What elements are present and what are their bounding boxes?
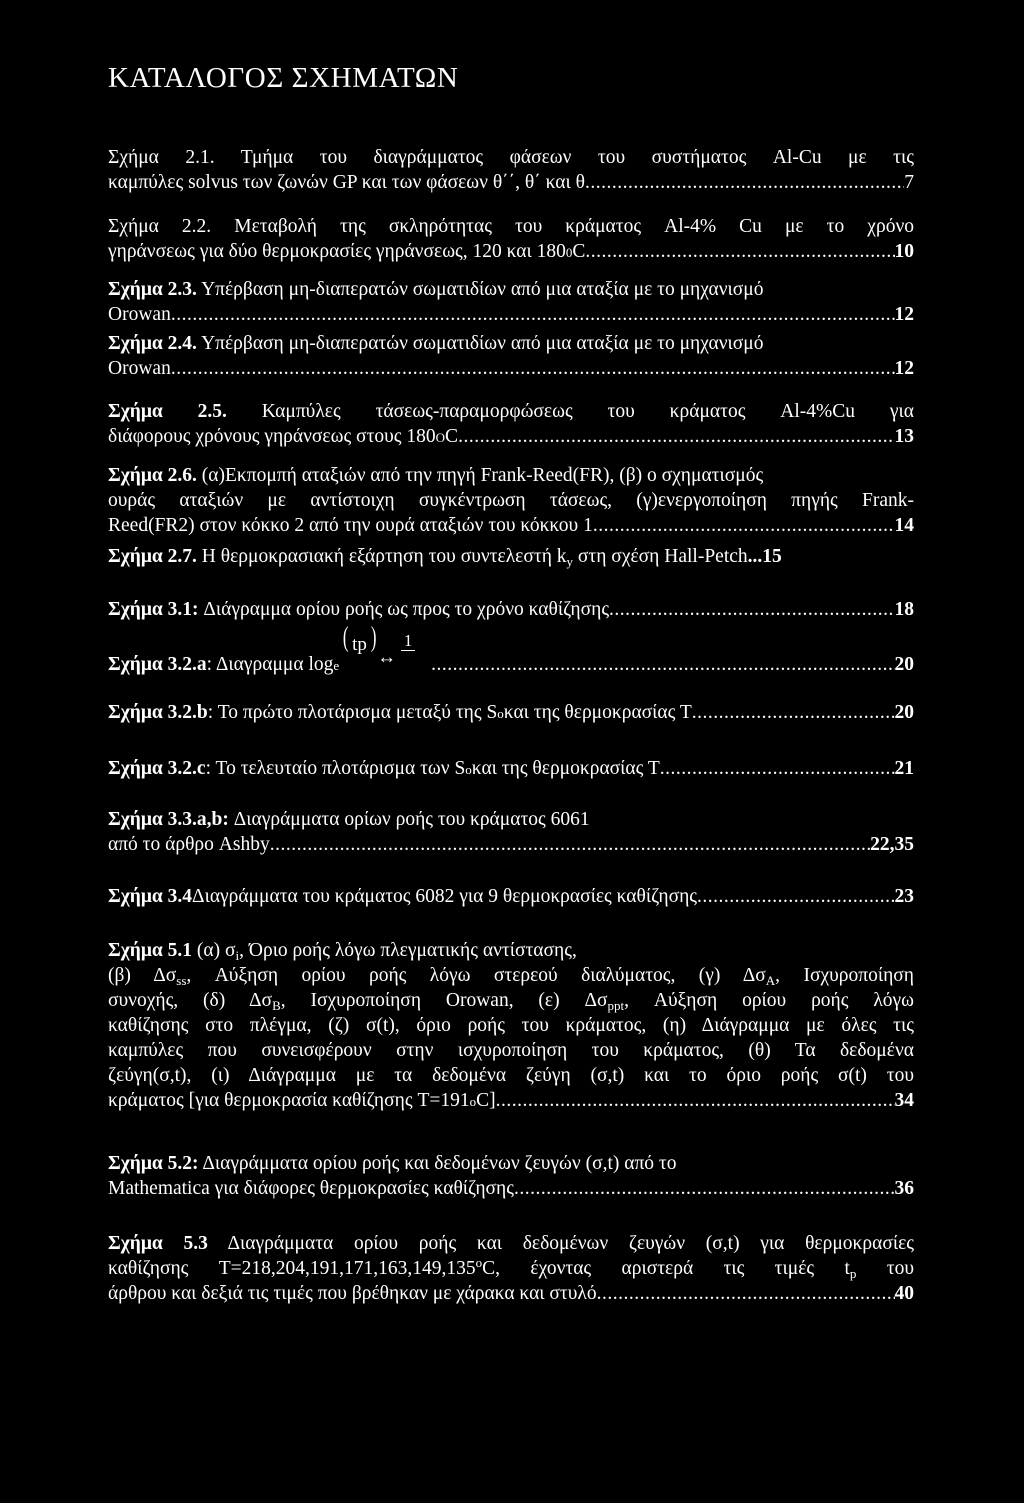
page-number: 13	[894, 426, 914, 447]
entry-text: , Ισχυροποίηση Orowan, (ε) Δσ	[280, 990, 608, 1011]
entry-text: C]	[476, 1090, 496, 1111]
toc-entry-3-2-b[interactable]: Σχήμα 3.2.b : Το πρώτο πλοτάρισμα μεταξύ της S o και της θερμοκρασίας Τ ..... 20	[108, 700, 914, 725]
page-number: 36	[894, 1178, 914, 1199]
entry-label: Σχήμα 2.3.	[108, 279, 197, 300]
entry-text: Mathematica για διάφορες θερμοκρασίες καθίζησης	[108, 1178, 514, 1199]
page-title: ΚΑΤΑΛΟΓΟΣ ΣΧΗΜΑΤΩΝ	[108, 62, 459, 94]
entry-text: (α) σ	[192, 940, 236, 961]
unit-text: C	[445, 426, 459, 447]
toc-entry-3-3[interactable]	[108, 807, 914, 857]
fraction-numerator: 1	[401, 631, 415, 651]
paren-close: )	[371, 622, 377, 653]
page-number: 21	[894, 758, 914, 779]
entry-text: κράματος [για θερμοκρασία καθίζησης T=191	[108, 1090, 470, 1111]
toc-entry-5-2[interactable]	[108, 1151, 914, 1201]
entry-label: Σχήμα 3.4	[108, 886, 193, 907]
subscript: i	[235, 948, 240, 963]
degree-mark: o	[475, 1255, 483, 1270]
subscript: B	[272, 998, 281, 1013]
entry-label: Σχήμα 2.6.	[108, 465, 197, 486]
entry-label: Σχήμα 3.2.b	[108, 702, 208, 723]
entry-text: καμπύλες που συνεισφέρουν στην ισχυροποίηση του κράματος, (θ) Τα δεδομένα	[108, 1040, 914, 1061]
entry-text: καθίζησης T=218,204,191,171,163,149,135	[108, 1258, 476, 1279]
entry-text: ουράς αταξιών με αντίστοιχη συγκέντρωση τάσεως, (γ)ενεργοποίηση πηγής Frank-	[108, 490, 914, 511]
page-number: 15	[762, 546, 782, 567]
entry-text: : Το τελευταίο πλοτάρισμα των S	[205, 758, 466, 779]
entry-text: διάφορους χρόνους γηράνσεως στους 180	[108, 426, 436, 447]
entry-text: άρθρου και δεξιά τις τιμές που βρέθηκαν με χάρακα και στυλό	[108, 1283, 597, 1304]
formula-tp: tp	[352, 634, 367, 655]
entry-text: καθίζησης στο πλέγμα, (ζ) σ(t), όριο ροής του κράματος, (η) Διάγραμμα με όλες τις	[108, 1015, 914, 1036]
entry-text: , Αύξηση ορίου ροής λόγω στερεού διαλύματος, (γ) Δσ	[186, 965, 766, 986]
page-number: 20	[894, 654, 914, 675]
entry-text: Reed(FR2) στον κόκκο 2 από την ουρά αταξιών του κόκκου 1	[108, 515, 593, 536]
dot-leader	[431, 652, 894, 677]
dot-leader	[270, 832, 870, 857]
dot-leader	[585, 170, 904, 195]
toc-entry-2-7[interactable]: Σχήμα 2.7. Η θερμοκρασιακή εξάρτηση του συντελεστή $k_y$ στη σχέση Hall-Petch...15	[108, 546, 782, 569]
dot-leader	[660, 756, 895, 781]
entry-text: Καμπύλες τάσεως-παραμορφώσεως του κράματος Al-4%Cu για	[261, 401, 915, 422]
entry-label: Σχήμα 5.2:	[108, 1153, 199, 1174]
dot-leader	[597, 1281, 895, 1306]
entry-text: και της θερμοκρασίας Τ	[471, 758, 660, 779]
page-number: 18	[894, 599, 914, 620]
entry-label: Σχήμα 5.3	[108, 1233, 208, 1254]
page-number: 14	[894, 515, 914, 536]
entry-text: Orowan	[108, 304, 171, 325]
entry-text: , Ισχυροποίηση	[775, 965, 914, 986]
entry-text: (α)Εκπομπή αταξιών από την πηγή Frank-Reed(FR), (β) ο σχηματισμός	[201, 465, 764, 486]
entry-text: Τμήμα του διαγράμματος φάσεων του συστήματος Al-Cu με τις	[240, 147, 914, 168]
subscript: y	[566, 554, 574, 569]
entry-text: Διαγράμματα ορίων ροής του κράματος 6061	[228, 809, 590, 830]
toc-entry-3-2-c[interactable]: Σχήμα 3.2.c : Το τελευταίο πλοτάρισμα των S o και της θερμοκρασίας Τ ..... 21	[108, 756, 914, 781]
paren-open: (	[343, 622, 349, 653]
entry-text: C, έχοντας αριστερά τις τιμές t	[482, 1258, 850, 1279]
entry-text: Η θερμοκρασιακή εξάρτηση του συντελεστή k	[201, 546, 567, 567]
entry-text: , Αύξηση ορίου ροής λόγω	[624, 990, 914, 1011]
double-arrow-icon: ↔	[377, 647, 397, 668]
entry-text: Υπέρβαση μη-διαπερατών σωματιδίων από μια αταξία με το μηχανισμό	[201, 279, 764, 300]
entry-label: Σχήμα 2.2.	[108, 216, 212, 237]
entry-label: Σχήμα 2.4.	[108, 333, 197, 354]
entry-text: (β) Δσ	[108, 965, 177, 986]
toc-entry-2-4[interactable]	[108, 331, 914, 381]
dot-leader	[171, 356, 895, 381]
page-number: 12	[894, 358, 914, 379]
dot-leader	[593, 513, 895, 538]
toc-entry-3-4[interactable]	[108, 884, 914, 909]
entry-text: Διαγράμματα ορίου ροής και δεδομένων ζευγών (σ,t) για θερμοκρασίες	[207, 1233, 914, 1254]
entry-text: Υπέρβαση μη-διαπερατών σωματιδίων από μια αταξία με το μηχανισμό	[201, 333, 764, 354]
dot-leader	[458, 424, 894, 449]
toc-entry-2-3[interactable]	[108, 277, 914, 327]
entry-text: : Διαγραμμα log	[206, 654, 334, 675]
page-number: 20	[894, 702, 914, 723]
entry-text: Διαγράμματα του κράματος 6082 για 9 θερμοκρασίες καθίζησης	[192, 886, 698, 907]
page-number: 7	[904, 172, 914, 193]
entry-label: Σχήμα 5.1	[108, 940, 193, 961]
entry-text: στη σχέση Hall-Petch	[573, 546, 748, 567]
dot-leader	[692, 700, 895, 725]
subscript: p	[849, 1266, 857, 1281]
entry-label: Σχήμα 3.1:	[108, 599, 199, 620]
entry-text: και της θερμοκρασίας Τ	[503, 702, 692, 723]
page-number: 23	[894, 886, 914, 907]
entry-text: από το άρθρο Ashby	[108, 834, 270, 855]
page-number: 12	[894, 304, 914, 325]
entry-label: Σχήμα 2.1.	[108, 147, 215, 168]
entry-text: : Το πρώτο πλοτάρισμα μεταξύ της S	[207, 702, 498, 723]
toc-entry-2-6[interactable]	[108, 463, 914, 538]
entry-text: , Όριο ροής λόγω πλεγματικής αντίστασης,	[239, 940, 577, 961]
toc-entry-5-1[interactable]: Σχήμα 5.1 (α) $\sigma_i$, Όριο ροής λόγω πλεγματικής αντίστασης, (β) $\Delta\sigma_{ss}$, Αύξηση ορίου ροής λόγω στερεού διαλύματος, (γ) $\Delta\sigma_A$, Ισχυροποίηση συνοχής, (δ) $\Delta\sigma_B$, Ισχυροποίηση Orowan, (ε) $\Delta\sigma_{ppt}$, Αύξηση ορίου ροής λόγω καθίζησης στο πλέγμα, (ζ) σ(t), όριο ροής του κράματος, (η) Διάγραμμα με όλες τις καμπύλες που συνεισφέρουν στην ισχυροποίηση του κράματος, (θ) Τα δεδομένα ζεύγη(σ,t), (ι) Διάγραμμα με τα δεδομένα ζεύγη (σ,t) και το όριο ροής σ(t) του κράματος [για θερμοκρασία καθίζησης T=191 o C] ..... 34	[108, 938, 914, 1113]
toc-entry-5-3[interactable]	[108, 1231, 914, 1306]
subscript: ss	[176, 973, 187, 988]
dot-leader	[171, 302, 895, 327]
toc-entry-3-1[interactable]	[108, 597, 914, 622]
entry-label: Σχήμα 2.7.	[108, 546, 197, 567]
subscript: A	[765, 973, 776, 988]
entry-label: Σχήμα 3.3.a,b:	[108, 809, 229, 830]
entry-text: Διαγράμματα ορίου ροής και δεδομένων ζευγών (σ,t) από το	[198, 1153, 677, 1174]
entry-text: Μεταβολή της σκληρότητας του κράματος Al-4% Cu με το χρόνο	[234, 216, 915, 237]
toc-entry-2-2[interactable]: Σχήμα 2.2. Μεταβολή της σκληρότητας του κράματος Al-4% Cu με το χρόνο γηράνσεως για δύο θερμοκρασίες γηράνσεως, 120 και 180 0 C ..... 10	[108, 214, 914, 264]
dot-leader	[496, 1088, 895, 1113]
dot-leader	[697, 884, 894, 909]
page-number: 22,35	[870, 834, 914, 855]
entry-text: του	[856, 1258, 914, 1279]
entry-text: Διάγραμμα ορίου ροής ως προς το χρόνο καθίζησης	[203, 599, 610, 620]
entry-text: ζεύγη(σ,t), (ι) Διάγραμμα με τα δεδομένα ζεύγη (σ,t) και το όριο ροής σ(t) του	[108, 1065, 914, 1086]
entry-text: συνοχής, (δ) Δσ	[108, 990, 273, 1011]
entry-text: καμπύλες solvus των ζωνών GP και των φάσεων θ΄΄, θ΄ και θ	[108, 172, 585, 193]
toc-entry-2-1[interactable]	[108, 145, 914, 195]
subscript: ppt	[607, 998, 625, 1013]
toc-entry-3-2-a[interactable]: Σχήμα 3.2.a : Διαγραμμα log e ( tp ) ↔ 1 ..... 20	[108, 645, 914, 670]
entry-text: Orowan	[108, 358, 171, 379]
entry-text: γηράνσεως για δύο θερμοκρασίες γηράνσεως, 120 και 180	[108, 241, 566, 262]
entry-label: Σχήμα 3.2.a	[108, 654, 207, 675]
log-formula	[339, 622, 431, 670]
entry-label: Σχήμα 2.5.	[108, 401, 227, 422]
unit-text: C	[572, 241, 586, 262]
page-number: 40	[894, 1283, 914, 1304]
toc-entry-2-5[interactable]: Σχήμα 2.5. Καμπύλες τάσεως-παραμορφώσεως του κράματος Al-4%Cu για διάφορους χρόνους γηράνσεως στους 180 O C ..... 13	[108, 399, 914, 449]
page-number: 10	[894, 241, 914, 262]
entry-label: Σχήμα 3.2.c	[108, 758, 206, 779]
page-number: 34	[894, 1090, 914, 1111]
dot-leader	[609, 597, 894, 622]
dot-leader	[514, 1176, 895, 1201]
dot-leader	[585, 239, 894, 264]
